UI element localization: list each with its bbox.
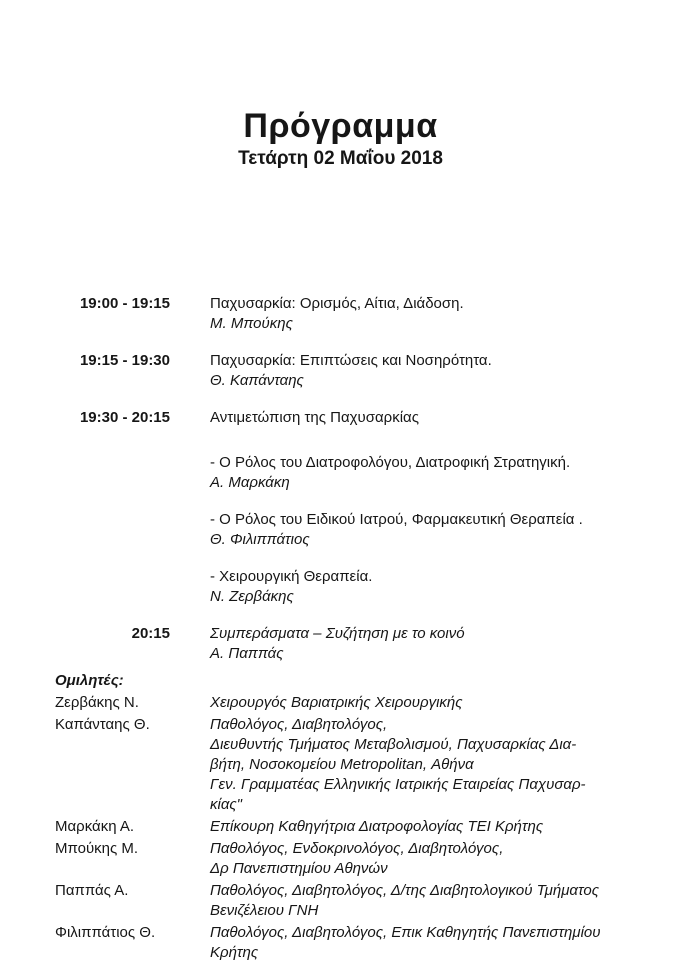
speaker-row	[0, 817, 681, 837]
session-title: - Ο Ρόλος του Ειδικού Ιατρού, Φαρμακευτική Θεραπεία .	[210, 511, 583, 528]
schedule-row	[0, 351, 681, 391]
session-speaker: Θ. Φιλιππάτιος	[210, 531, 310, 548]
schedule-subrow	[0, 567, 681, 607]
page-subtitle: Τετάρτη 02 Μαΐου 2018	[238, 148, 443, 169]
speaker-row	[0, 693, 681, 713]
time-label: 19:15 - 19:30	[79, 352, 170, 369]
speaker-role-line: Χειρουργός Βαριατρικής Χειρουργικής	[210, 694, 463, 711]
schedule-row	[0, 294, 681, 334]
speaker-role-line: Παθολόγος, Διαβητολόγος,	[210, 716, 388, 733]
speaker-name: Μπούκης Μ.	[55, 840, 139, 857]
time-label: 20:15	[131, 625, 170, 642]
session-speaker: Μ. Μπούκης	[210, 315, 293, 332]
speaker-role-line: Διευθυντής Τμήματος Μεταβολισμού, Παχυσαρκίας Δια-	[210, 736, 577, 753]
session-title: - Ο Ρόλος του Διατροφολόγου, Διατροφική Στρατηγική.	[210, 454, 571, 471]
time-label	[0, 510, 170, 550]
speakers-heading: Ομιλητές:	[55, 672, 124, 689]
time-label: 19:00 - 19:15	[79, 295, 170, 312]
speaker-role-line: Παθολόγος, Ενδοκρινολόγος, Διαβητολόγος,	[210, 840, 504, 857]
speaker-role-line: Κρήτης	[210, 944, 259, 961]
schedule	[0, 294, 681, 664]
session-speaker: Ν. Ζερβάκης	[210, 588, 294, 605]
speaker-role-line: Παθολόγος, Διαβητολόγος, Δ/της Διαβητολογικού Τμήματος	[210, 882, 600, 899]
session-title: Παχυσαρκία: Ορισμός, Αίτια, Διάδοση.	[210, 295, 464, 312]
time-label	[0, 567, 170, 607]
session-title: Συμπεράσματα – Συζήτηση με το κοινό	[210, 625, 465, 642]
speaker-role-line: βήτη, Νοσοκομείου Metropolitan, Αθήνα	[210, 756, 474, 773]
speaker-name: Μαρκάκη Α.	[55, 818, 135, 835]
schedule-row	[0, 408, 681, 428]
speaker-row	[0, 881, 681, 921]
speaker-name: Ζερβάκης Ν.	[55, 694, 139, 711]
speaker-name: Παππάς Α.	[55, 882, 129, 899]
schedule-subrow	[0, 510, 681, 550]
speaker-name: Καπάνταης Θ.	[55, 716, 150, 733]
speaker-row	[0, 839, 681, 879]
session-title: - Χειρουργική Θεραπεία.	[210, 568, 373, 585]
speaker-role-line: Γεν. Γραμματέας Ελληνικής Ιατρικής Εταιρείας Παχυσαρ-	[210, 776, 586, 793]
speaker-role-line: Παθολόγος, Διαβητολόγος, Επικ Καθηγητής Πανεπιστημίου	[210, 924, 601, 941]
speaker-role-line: κίας"	[210, 796, 243, 813]
schedule-row	[0, 624, 681, 664]
speaker-role-line: Βενιζέλειου ΓΝΗ	[210, 902, 319, 919]
speaker-role-line: Επίκουρη Καθηγήτρια Διατροφολογίας ΤΕΙ Κρήτης	[210, 818, 544, 835]
time-label: 19:30 - 20:15	[79, 409, 170, 426]
session-speaker: Θ. Καπάνταης	[210, 372, 304, 389]
document-header	[0, 0, 681, 170]
speaker-row	[0, 923, 681, 962]
session-title: Αντιμετώπιση της Παχυσαρκίας	[210, 409, 419, 426]
page-title: Πρόγραμμα	[243, 107, 438, 145]
speaker-role-line: Δρ Πανεπιστημίου Αθηνών	[210, 860, 388, 877]
session-title: Παχυσαρκία: Επιπτώσεις και Νοσηρότητα.	[210, 352, 492, 369]
session-speaker: Α. Μαρκάκη	[210, 474, 290, 491]
session-speaker: Α. Παππάς	[210, 645, 284, 662]
time-label	[0, 453, 170, 493]
speaker-row	[0, 715, 681, 815]
speaker-name: Φιλιππάτιος Θ.	[55, 924, 156, 941]
schedule-subrow	[0, 453, 681, 493]
speakers-section	[0, 671, 681, 962]
